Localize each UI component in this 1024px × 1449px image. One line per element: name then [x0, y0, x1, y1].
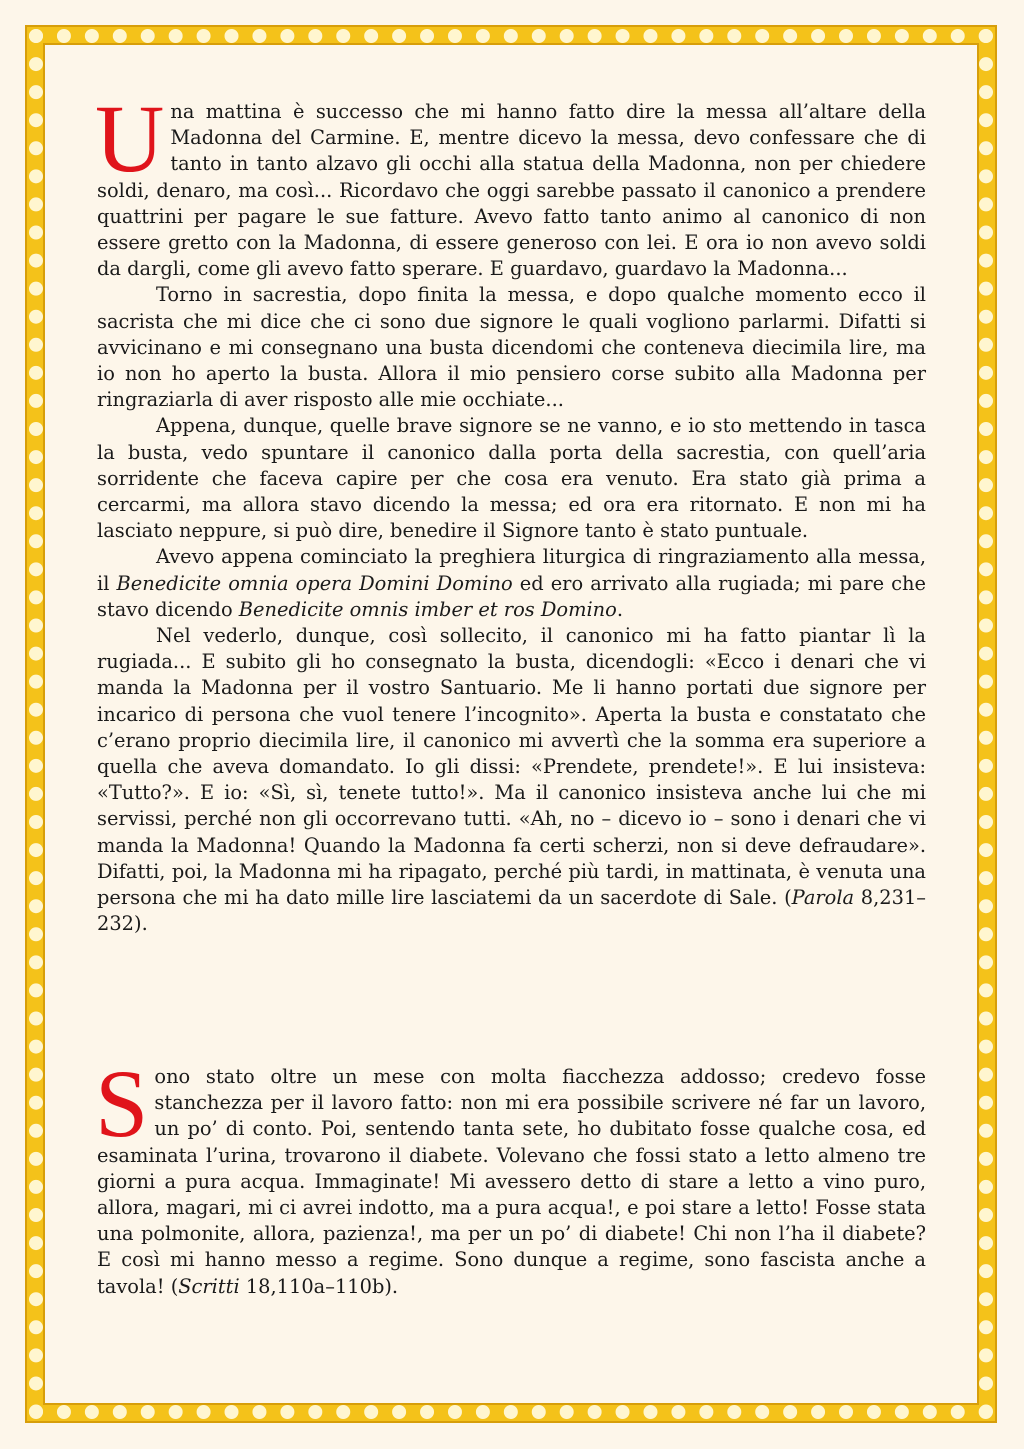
citation-source-2: Scritti — [178, 1274, 240, 1298]
paragraph-5 — [97, 623, 926, 937]
latin-quote-2: Benedicite omnis imber et ros Domino — [238, 597, 617, 621]
paragraph-6-text: ono stato oltre un mese con molta fiacchezza addosso; credevo fosse stanchezza per il lavoro fatto: non mi era possibile scrivere né far un lavoro, un po’ di conto. Poi, sentendo tanta sete, ho dubitato fosse qualche cosa, ed esaminata l’urina, trovarono il diabete. Volevano che fossi stato a letto almeno tre giorni a pura acqua. Immaginate! Mi avessero detto di stare a letto a vino puro, allora, magari, mi ci avrei indotto, ma a pura acqua!, e poi stare a letto! Fosse stata una polmonite, allora, pazienza!, ma per un po’ di diabete! Chi non l’ha il diabete? E così mi hanno messo a regime. Sono dunque a regime, sono fascista anche a tavola! ( — [97, 1065, 926, 1298]
anecdote-diabete — [95, 1050, 926, 1300]
anecdote-madonna — [95, 85, 926, 938]
citation-source: Parola — [791, 886, 855, 910]
citation-ref: 8,231–232). — [97, 886, 926, 936]
paragraph-6 — [95, 1050, 926, 1300]
latin-quote-1: Benedicite omnia opera Domini Domino — [116, 571, 513, 595]
paragraph-5-text-a: Nel vederlo, dunque, così sollecito, il canonico mi ha fatto piantar lì la rugiada... E subito gli ho consegnato la busta, dicendogli: «Ecco i denari che vi manda la Madonna per il vostro Santuario. Me li hanno portati due signore per incarico di persona che vuol tenere l’incognito». Aperta la busta e constatato che c’erano proprio diecimila lire, il canonico mi avvertì che la somma era superiore a quella che aveva domandato. Io gli dissi: «Prendete, prendete!». E lui insisteva: «Tutto?». E io: «Sì, sì, tenete tutto!». Ma il canonico insisteva anche lui che mi servissi, perché non gli occorrevano tutti. «Ah, no – dicevo io – sono i denari che vi manda la Madonna! Quando la Madonna fa certi scherzi, non si deve defraudare». Difatti, poi, la Madonna mi ha ripagato, perché più tardi, in mattinata, è venuta una persona che mi ha dato mille lire lasciatemi da un sacerdote di Sale. ( — [97, 624, 926, 910]
paragraph-1 — [95, 85, 926, 282]
dropcap-u: U — [95, 85, 165, 192]
dropcap-s: S — [95, 1050, 149, 1157]
paragraph-4-text-a: Avevo appena cominciato la preghiera liturgica di ringraziamento alla messa, il — [97, 545, 926, 595]
paragraph-4-text-c: . — [616, 597, 624, 621]
paragraph-4-text-b: ed ero arrivato alla rugiada; mi pare che stavo dicendo — [97, 571, 926, 621]
paragraph-2: Torno in sacrestia, dopo finita la messa, e dopo qualche momento ecco il sacrista che mi dice che ci sono due signore le quali vogliono parlarmi. Difatti si avvicinano e mi consegnano una busta dicendomi che conteneva diecimila lire, ma io non ho aperto la busta. Allora il mio pensiero corse subito alla Madonna per ringraziarla di aver risposto alle mie occhiate... — [97, 283, 926, 412]
citation-ref-2: 18,110a–110b). — [239, 1274, 399, 1298]
paragraph-3: Appena, dunque, quelle brave signore se ne vanno, e io sto mettendo in tasca la busta, vedo spuntare il canonico dalla porta della sacrestia, con quell’aria sorridente che faceva capire per che cosa era venuto. Era stato già prima a cercarmi, ma allora stavo dicendo la messa; ed ora era ritornato. E non mi ha lasciato neppure, si può dire, benedire il Signore tanto è stato puntuale. — [97, 414, 926, 543]
paragraph-1-text: na mattina è successo che mi hanno fatto dire la messa all’altare della Madonna del Carmine. E, mentre dicevo la messa, devo confessare che di tanto in tanto alzavo gli occhi alla statua della Madonna, non per chiedere soldi, denaro, ma così... Ricordavo che oggi sarebbe passato il canonico a prendere quattrini per pagare le sue fatture. Avevo fatto tanto animo al canonico di non essere gretto con la Madonna, di essere generoso con lei. E ora io non avevo soldi da dargli, come gli avevo fatto sperare. E guardavo, guardavo la Madonna... — [97, 100, 926, 281]
paragraph-4 — [97, 544, 926, 623]
